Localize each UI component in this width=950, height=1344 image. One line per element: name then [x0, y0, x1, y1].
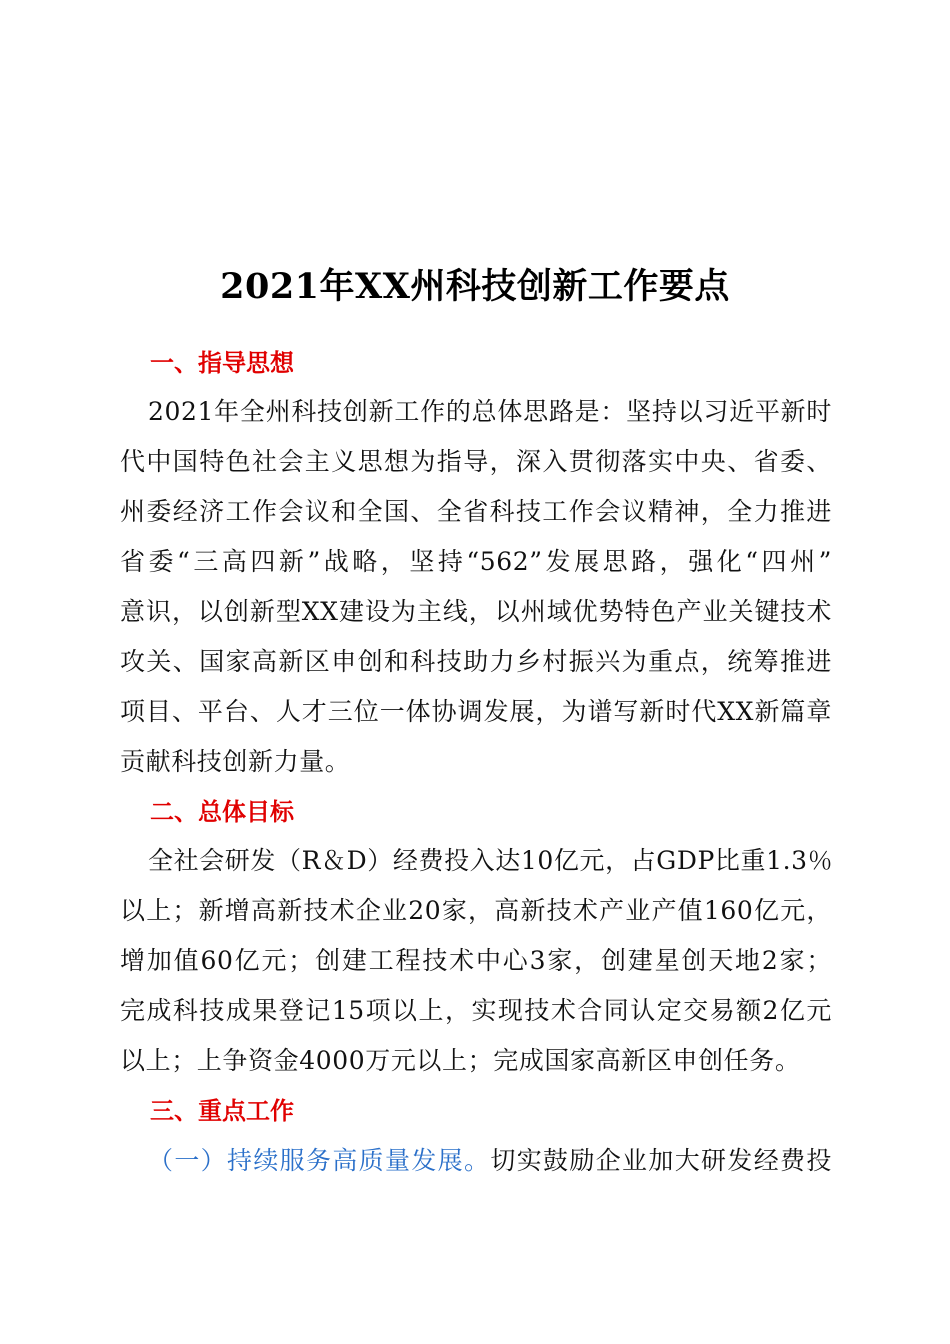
- document-title: 2021年XX州科技创新工作要点: [220, 266, 730, 307]
- section-heading-guiding-ideology: 一、指导思想: [150, 349, 294, 377]
- paragraph-line: 完成科技成果登记15项以上，实现技术合同认定交易额2亿元: [120, 996, 832, 1025]
- paragraph-line: 省委“三高四新”战略，坚持“562”发展思路，强化“四州”: [120, 547, 832, 576]
- section-paragraph-key-work: [120, 1136, 832, 1186]
- paragraph-line: 攻关、国家高新区申创和科技助力乡村振兴为重点，统筹推进: [120, 647, 832, 676]
- paragraph-line: [120, 1136, 832, 1186]
- paragraph-line: 代中国特色社会主义思想为指导，深入贯彻落实中央、省委、: [120, 447, 832, 476]
- paragraph-line: 以上；上争资金4000万元以上；完成国家高新区申创任务。: [120, 1046, 801, 1075]
- paragraph-line: 意识，以创新型XX建设为主线，以州域优势特色产业关键技术: [120, 597, 832, 626]
- paragraph-line: 贡献科技创新力量。: [120, 747, 351, 776]
- subsection-heading: （一）持续服务高质量发展。: [148, 1146, 491, 1175]
- section-paragraph-guiding-ideology: [120, 387, 832, 787]
- paragraph-line: 州委经济工作会议和全国、全省科技工作会议精神，全力推进: [120, 497, 832, 526]
- section-heading-overall-goals: 二、总体目标: [150, 798, 294, 826]
- paragraph-line: 项目、平台、人才三位一体协调发展，为谱写新时代XX新篇章: [120, 697, 832, 726]
- paragraph-line: 以上；新增高新技术企业20家，高新技术产业产值160亿元，: [120, 896, 832, 925]
- paragraph-line: 增加值60亿元；创建工程技术中心3家，创建星创天地2家；: [120, 946, 832, 975]
- section-paragraph-overall-goals: [120, 836, 832, 1086]
- section-heading-key-work: 三、重点工作: [150, 1097, 294, 1125]
- subsection-text: 切实鼓励企业加大研发经费投: [490, 1146, 832, 1175]
- paragraph-line: 全社会研发（R＆D）经费投入达10亿元，占GDP比重1.3％: [148, 846, 834, 875]
- paragraph-line: 2021年全州科技创新工作的总体思路是：坚持以习近平新时: [148, 397, 832, 426]
